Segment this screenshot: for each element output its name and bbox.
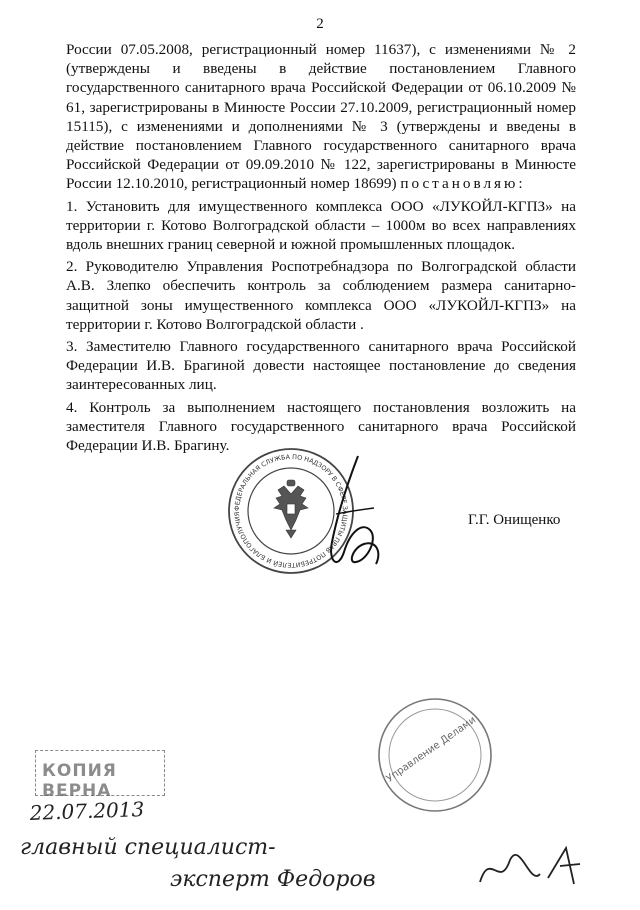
item-1: 1. Установить для имущественного комплекса ООО «ЛУКОЙЛ-КГПЗ» на территории г. Котово Волгоградской области – 1000м во всех направлениях вдоль внешних границ северной и южной промышленных площадок. — [66, 197, 576, 254]
preamble-text: России 07.05.2008, регистрационный номер 11637), с изменениями № 2 (утверждены и введены в действие постановлением Главного государственного санитарного врача Российской Федерации от 06.10.2009 № 61, зарегистрированы в Минюсте России 27.10.2009, регистрационный номер 15115), с изменениями и дополнениями № 3 (утверждены и введены в действие постановлением Главного государственного санитарного врача Российской Федерации от 09.09.2010 № 122, зарегистрированы в Минюсте России 12.10.2010, регистрационный номер 18699) — [66, 41, 576, 193]
item-3: 3. Заместителю Главного государственного санитарного врача Российской Федерации И.В. Брагиной довести настоящее постановление до сведения заинтересованных лиц. — [66, 338, 576, 394]
page-number: 2 — [316, 16, 324, 32]
handwritten-line-1: главный специалист- — [20, 835, 276, 860]
secondary-seal-text: Управление Делами — [384, 714, 479, 785]
signature-graphic — [318, 452, 388, 578]
handwritten-line-2: эксперт Федоров — [170, 867, 376, 892]
official-seal-text: ФЕДЕРАЛЬНАЯ СЛУЖБА ПО НАДЗОРУ В СФЕРЕ ЗАЩИТЫ ПРАВ ПОТРЕБИТЕЛЕЙ И БЛАГОПОЛУЧИЯ — [232, 452, 350, 570]
document-body — [66, 40, 576, 458]
signature-scribble — [318, 452, 388, 578]
handwritten-certification — [0, 790, 640, 905]
item-2: 2. Руководителю Управления Роспотребнадзора по Волгоградской области А.В. Злепко обеспечить контроль за соблюдением размера санитарно-защитной зоны имущественного комплекса ООО «ЛУКОЙЛ-КГПЗ» на территории г. Котово Волгоградской области . — [66, 258, 576, 333]
preamble-paragraph — [66, 40, 576, 194]
copy-stamp-text: КОПИЯ ВЕРНА — [42, 761, 117, 801]
handwriting-graphic — [0, 790, 640, 905]
decree-word: постановляю: — [400, 175, 526, 193]
handwritten-date: 22.07.2013 — [29, 797, 145, 825]
item-4: 4. Контроль за выполнением настоящего постановления возложить на заместителя Главного государственного санитарного врача Российской Федерации И.В. Брагину. — [66, 398, 576, 455]
handwritten-initials — [480, 848, 580, 884]
signatory-name: Г.Г. Онищенко — [468, 512, 561, 528]
